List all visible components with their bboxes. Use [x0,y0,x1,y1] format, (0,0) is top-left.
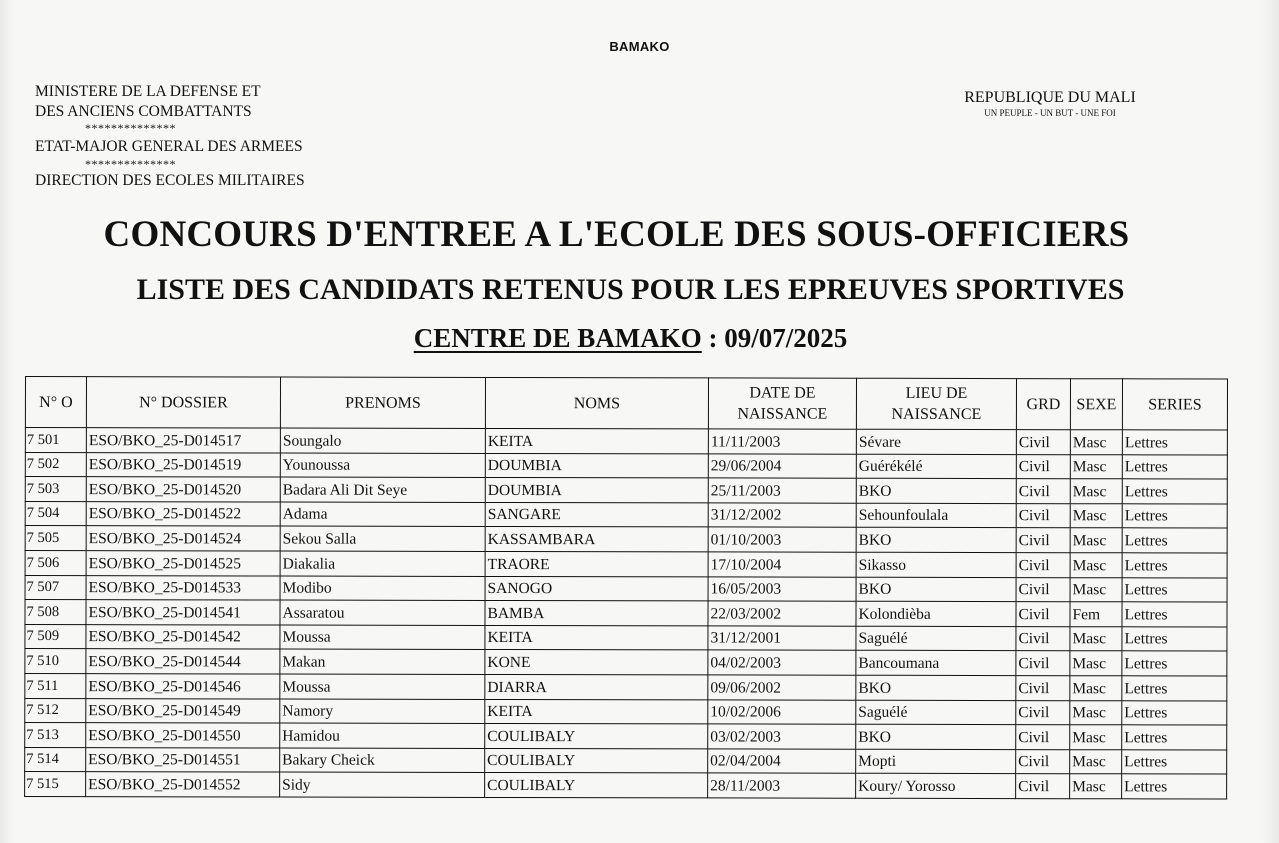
cell-number: 7 507 [25,575,86,600]
separator-stars: ************** [85,157,176,171]
cell-dossier: ESO/BKO_25-D014544 [86,649,280,674]
cell-series: Lettres [1122,528,1227,553]
cell-birth-date: 28/11/2003 [708,773,856,798]
cell-dossier: ESO/BKO_25-D014549 [86,698,280,723]
cell-prenoms: Diakalia [280,551,485,576]
cell-noms: COULIBALY [485,748,708,773]
cell-prenoms: Hamidou [280,723,485,748]
republic-motto: UN PEUPLE - UN BUT - UNE FOI [984,108,1116,118]
table-row [25,624,1227,651]
column-header-sex: SEXE [1070,379,1122,430]
cell-number: 7 509 [25,624,86,649]
cell-prenoms: Modibo [280,576,485,601]
cell-prenoms: Bakary Cheick [280,748,485,773]
table-row [25,550,1227,577]
centre-title [0,323,1261,354]
cell-grade: Civil [1016,430,1070,455]
cell-sex: Masc [1070,651,1122,676]
cell-noms: KEITA [485,699,708,724]
cell-series: Lettres [1122,651,1227,676]
cell-birth-place: BKO [856,675,1016,700]
cell-birth-date: 11/11/2003 [708,429,856,454]
cell-noms: SANGARE [485,502,708,527]
cell-series: Lettres [1122,725,1227,750]
cell-number: 7 506 [25,550,86,575]
contest-title: CONCOURS D'ENTREE A L'ECOLE DES SOUS-OFFICIERS [103,214,1130,255]
cell-birth-place: Kolondièba [856,601,1016,626]
cell-dossier: ESO/BKO_25-D014546 [86,674,280,699]
cell-grade: Civil [1016,479,1070,504]
column-header-birth-place: LIEU DE NAISSANCE [856,378,1016,429]
table-row [25,452,1227,479]
table-row [25,772,1227,799]
republic-name: REPUBLIQUE DU MALI [964,89,1136,106]
cell-birth-place: BKO [856,577,1016,602]
list-title: LISTE DES CANDIDATS RETENUS POUR LES EPREUVES SPORTIVES [136,273,1125,306]
cell-prenoms: Assaratou [280,600,485,625]
cell-noms: BAMBA [485,601,708,626]
column-header-dossier: N° DOSSIER [86,377,280,428]
cell-birth-date: 02/04/2004 [708,749,856,774]
cell-number: 7 501 [25,428,86,453]
separator-stars: ************** [85,121,176,135]
cell-birth-place: Koury/ Yorosso [856,774,1016,799]
cell-birth-place: Saguélé [856,700,1016,725]
cell-sex: Masc [1070,676,1122,701]
cell-prenoms: Badara Ali Dit Seye [280,477,485,502]
cell-grade: Civil [1016,626,1070,651]
cell-noms: SANOGO [485,576,708,601]
cell-grade: Civil [1016,577,1070,602]
cell-dossier: ESO/BKO_25-D014520 [86,477,280,502]
cell-prenoms: Moussa [280,625,485,650]
cell-series: Lettres [1122,700,1227,725]
cell-series: Lettres [1122,602,1227,627]
cell-birth-date: 10/02/2006 [708,699,856,724]
cell-noms: COULIBALY [485,724,708,749]
table-row [25,600,1227,627]
cell-grade: Civil [1016,454,1070,479]
column-header-grade: GRD [1016,379,1070,430]
cell-dossier: ESO/BKO_25-D014524 [86,526,280,551]
cell-birth-date: 03/02/2003 [708,724,856,749]
cell-number: 7 504 [25,501,86,526]
cell-prenoms: Namory [280,699,485,724]
cell-prenoms: Soungalo [280,428,485,453]
cell-grade: Civil [1016,774,1070,799]
cell-grade: Civil [1016,676,1070,701]
cell-dossier: ESO/BKO_25-D014522 [86,501,280,526]
ministry-header [35,82,305,191]
cell-birth-date: 31/12/2002 [708,503,856,528]
ministry-line-2: DES ANCIENS COMBATTANTS [35,103,252,120]
etat-major-line: ETAT-MAJOR GENERAL DES ARMEES [35,138,303,155]
cell-prenoms: Sidy [280,772,485,797]
centre-label: CENTRE DE BAMAKO [413,323,702,353]
cell-birth-date: 22/03/2002 [708,601,856,626]
centre-date: : 09/07/2025 [701,323,848,353]
cell-dossier: ESO/BKO_25-D014519 [86,452,280,477]
cell-birth-place: Sévare [856,429,1016,454]
column-header-noms: NOMS [485,377,708,428]
cell-birth-date: 16/05/2003 [708,576,856,601]
cell-series: Lettres [1122,676,1227,701]
cell-series: Lettres [1122,627,1227,652]
cell-number: 7 502 [25,452,86,477]
table-row [25,698,1227,725]
table-header-row [25,377,1227,431]
cell-sex: Masc [1070,749,1122,774]
cell-grade: Civil [1016,602,1070,627]
cell-birth-place: Sehounfoulala [856,503,1016,528]
cell-birth-place: Bancoumana [856,651,1016,676]
cell-dossier: ESO/BKO_25-D014551 [86,747,280,772]
table-row [25,723,1227,750]
cell-sex: Masc [1070,577,1122,602]
cell-birth-place: BKO [856,478,1016,503]
cell-grade: Civil [1016,749,1070,774]
cell-dossier: ESO/BKO_25-D014542 [86,624,280,649]
cell-birth-place: Guérékélé [856,454,1016,479]
cell-dossier: ESO/BKO_25-D014525 [86,551,280,576]
cell-noms: COULIBALY [485,773,708,798]
column-header-series: SERIES [1122,379,1227,430]
cell-birth-date: 04/02/2003 [708,650,856,675]
cell-grade: Civil [1016,503,1070,528]
cell-sex: Masc [1070,700,1122,725]
cell-number: 7 515 [25,772,86,797]
cell-birth-date: 25/11/2003 [708,478,856,503]
cell-prenoms: Younoussa [280,453,485,478]
cell-number: 7 510 [25,649,86,674]
table-row [25,501,1227,528]
cell-series: Lettres [1122,553,1227,578]
cell-sex: Fem [1070,602,1122,627]
cell-number: 7 503 [25,477,86,502]
cell-grade: Civil [1016,725,1070,750]
cell-number: 7 508 [25,600,86,625]
cell-grade: Civil [1016,553,1070,578]
cell-sex: Masc [1070,528,1122,553]
candidates-table [24,376,1228,799]
cell-sex: Masc [1070,503,1122,528]
cell-noms: KEITA [485,428,708,453]
cell-noms: KEITA [485,625,708,650]
direction-line: DIRECTION DES ECOLES MILITAIRES [35,172,305,189]
table-row [25,649,1227,676]
cell-dossier: ESO/BKO_25-D014552 [86,772,280,797]
cell-sex: Masc [1070,725,1122,750]
cell-birth-place: BKO [856,724,1016,749]
cell-series: Lettres [1122,750,1227,775]
cell-grade: Civil [1016,651,1070,676]
cell-series: Lettres [1122,454,1227,479]
cell-birth-date: 17/10/2004 [708,552,856,577]
cell-series: Lettres [1122,479,1227,504]
table-row [25,673,1227,700]
cell-prenoms: Makan [280,649,485,674]
ministry-line-1: MINISTERE DE LA DEFENSE ET [35,83,261,100]
cell-sex: Masc [1070,479,1122,504]
cell-prenoms: Adama [280,502,485,527]
cell-grade: Civil [1016,700,1070,725]
cell-birth-place: Saguélé [856,626,1016,651]
cell-sex: Masc [1070,430,1122,455]
cell-birth-place: Sikasso [856,552,1016,577]
cell-prenoms: Moussa [280,674,485,699]
cell-prenoms: Sekou Salla [280,526,485,551]
cell-birth-place: Mopti [856,749,1016,774]
cell-number: 7 511 [25,673,86,698]
cell-number: 7 512 [25,698,86,723]
cell-noms: DOUMBIA [485,453,708,478]
cell-noms: TRAORE [485,551,708,576]
cell-noms: DIARRA [485,674,708,699]
cell-dossier: ESO/BKO_25-D014517 [86,428,280,453]
cell-noms: KASSAMBARA [485,527,708,552]
cell-dossier: ESO/BKO_25-D014541 [86,600,280,625]
cell-dossier: ESO/BKO_25-D014550 [86,723,280,748]
cell-dossier: ESO/BKO_25-D014533 [86,575,280,600]
table-row [25,526,1227,553]
republic-header [930,89,1170,119]
cell-sex: Masc [1070,626,1122,651]
cell-series: Lettres [1122,430,1227,455]
table-row [25,477,1227,504]
city-header: BAMAKO [609,39,670,54]
column-header-prenoms: PRENOMS [280,377,485,428]
cell-series: Lettres [1122,504,1227,529]
cell-number: 7 505 [25,526,86,551]
cell-number: 7 513 [25,723,86,748]
table-body [25,428,1228,799]
cell-series: Lettres [1122,577,1227,602]
cell-birth-place: BKO [856,528,1016,553]
cell-noms: KONE [485,650,708,675]
cell-birth-date: 29/06/2004 [708,454,856,479]
column-header-number: N° O [25,377,86,428]
column-header-birth-date: DATE DE NAISSANCE [708,378,856,429]
cell-sex: Masc [1070,454,1122,479]
cell-series: Lettres [1122,774,1227,799]
table-row [25,747,1227,774]
cell-number: 7 514 [25,747,86,772]
cell-birth-date: 09/06/2002 [708,675,856,700]
cell-birth-date: 31/12/2001 [708,626,856,651]
cell-noms: DOUMBIA [485,478,708,503]
table-row [25,428,1227,455]
table-row [25,575,1227,602]
cell-sex: Masc [1070,553,1122,578]
cell-sex: Masc [1070,774,1122,799]
cell-grade: Civil [1016,528,1070,553]
cell-birth-date: 01/10/2003 [708,527,856,552]
